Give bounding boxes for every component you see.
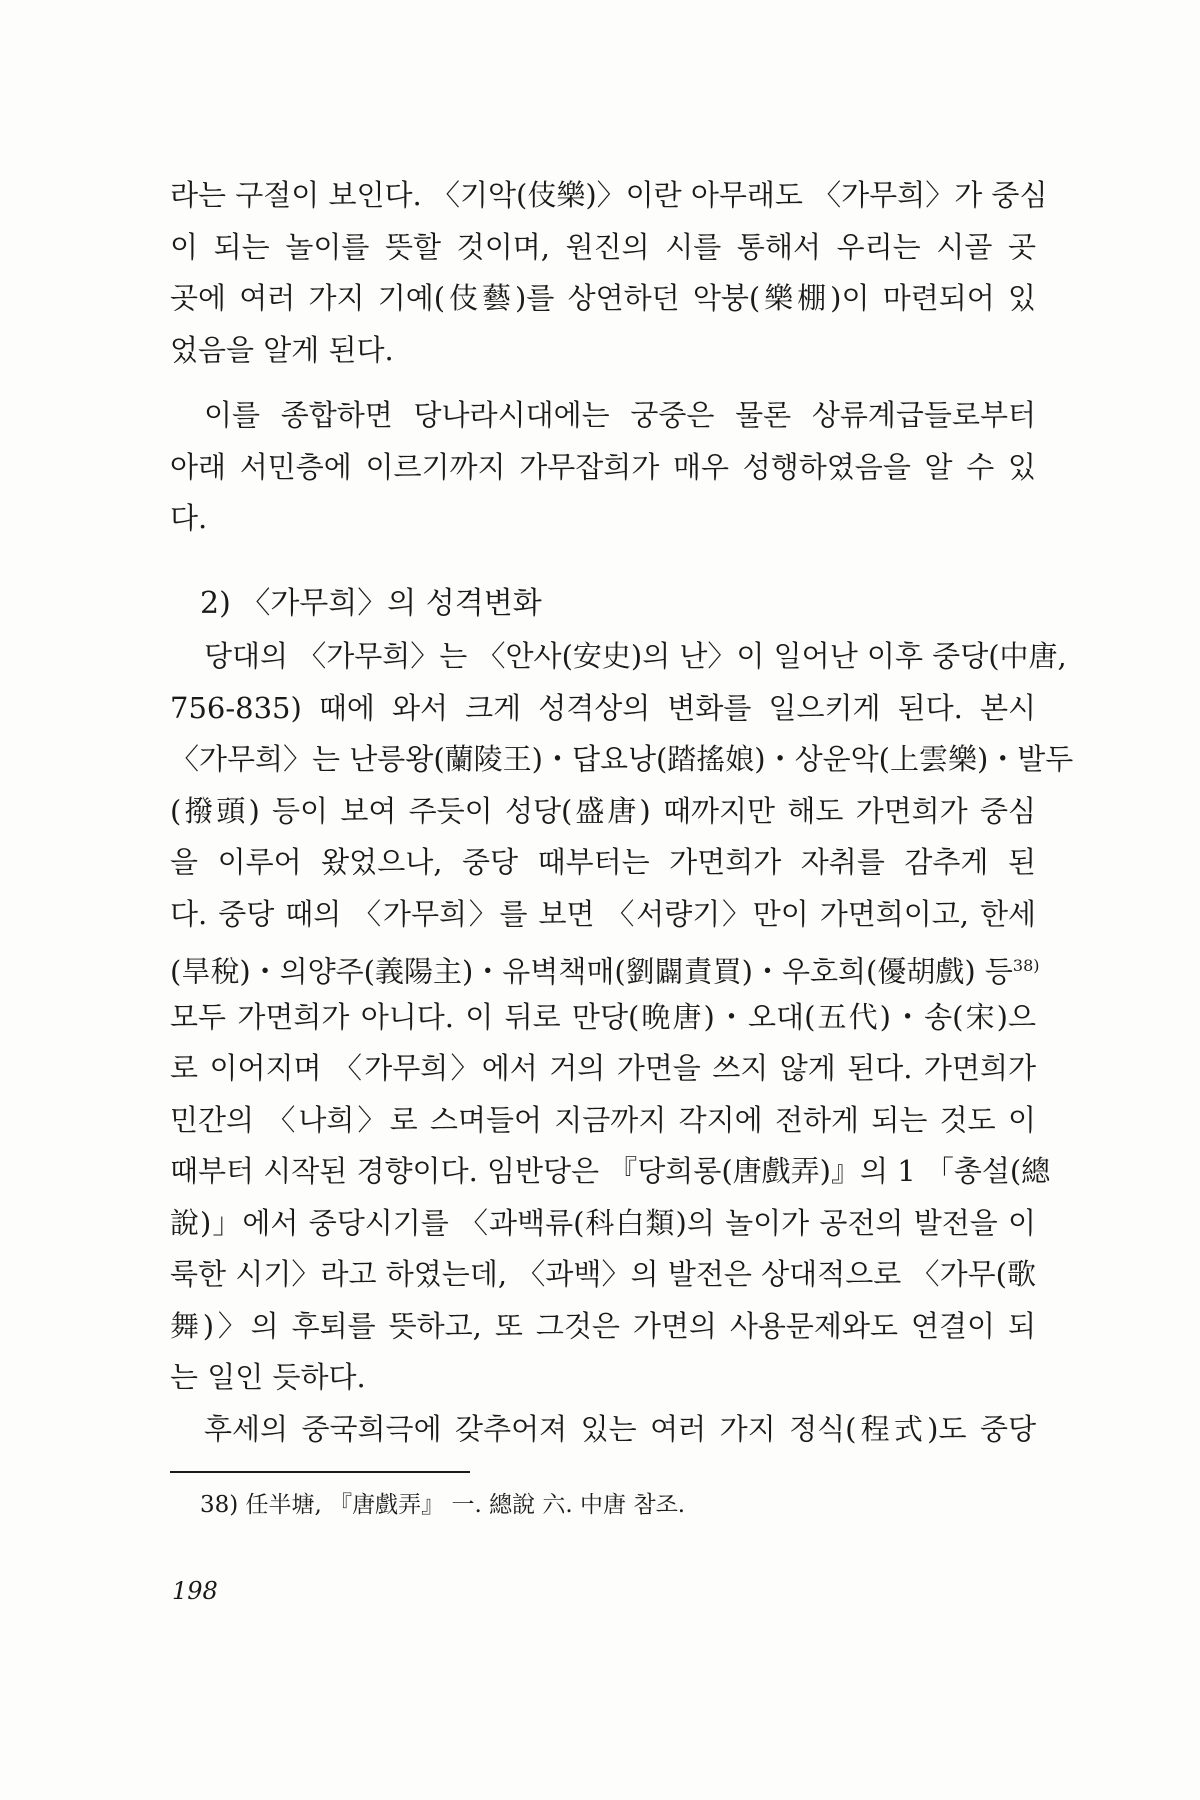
text-line: 이를 종합하면 당나라시대에는 궁중은 물론 상류계급들로부터: [204, 398, 1036, 432]
text-line: 라는 구절이 보인다. 〈기악(伎樂)〉이란 아무래도 〈가무희〉가 중심: [170, 178, 1048, 212]
section-heading: 2) 〈가무희〉의 성격변화: [200, 586, 542, 621]
text-line: 說)」에서 중당시기를 〈과백류(科白類)의 놀이가 공전의 발전을 이: [170, 1205, 1036, 1240]
text-line: 모두 가면희가 아니다. 이 뒤로 만당(晩唐)・오대(五代)・송(宋)으: [170, 999, 1036, 1034]
text-line: 로 이어지며 〈가무희〉에서 거의 가면을 쓰지 않게 된다. 가면희가: [170, 1051, 1036, 1085]
paragraph-2: [170, 390, 1036, 545]
text-line: 곳에 여러 가지 기예(伎藝)를 상연하던 악붕(樂棚)이 마련되어 있: [170, 281, 1036, 315]
page-number: 198: [172, 1577, 218, 1605]
text-line: 후세의 중국희극에 갖추어져 있는 여러 가지 정식(程式)도 중당: [204, 1411, 1036, 1446]
text-line: 었음을 알게 된다.: [170, 332, 394, 367]
section-body: [170, 631, 1074, 1455]
text-line: 민간의 〈나희〉로 스며들어 지금까지 각지에 전하게 되는 것도 이: [170, 1102, 1036, 1137]
footnote-divider: [170, 1471, 470, 1473]
text-line: 756-835) 때에 와서 크게 성격상의 변화를 일으키게 된다. 본시: [170, 690, 1036, 725]
text-line: 당대의 〈가무희〉는 〈안사(安史)의 난〉이 일어난 이후 중당(中唐,: [204, 639, 1067, 673]
text-line: 는 일인 듯하다.: [170, 1360, 366, 1394]
text-line: 을 이루어 왔었으나, 중당 때부터는 가면희가 자취를 감추게 된: [170, 845, 1036, 879]
paragraph-1: [170, 170, 1048, 376]
text-line: 룩한 시기〉라고 하였는데, 〈과백〉의 발전은 상대적으로 〈가무(歌: [170, 1257, 1036, 1291]
text-line: 아래 서민층에 이르기까지 가무잡희가 매우 성행하였음을 알 수 있: [170, 449, 1036, 484]
footnote-reference[interactable]: 38): [1012, 956, 1040, 975]
text-line: 이 되는 놀이를 뜻할 것이며, 원진의 시를 통해서 우리는 시골 곳: [170, 229, 1036, 264]
text-line: 때부터 시작된 경향이다. 임반당은 『당희롱(唐戲弄)』의 1 「총설(總: [170, 1154, 1051, 1188]
text-line: 舞)〉의 후퇴를 뜻하고, 또 그것은 가면의 사용문제와도 연결이 되: [170, 1308, 1036, 1343]
footnote: 38) 任半塘, 『唐戲弄』 一. 總說 六. 中唐 참조.: [200, 1492, 686, 1518]
text-line: 다.: [170, 501, 208, 535]
text-line-with-footnote: [170, 940, 1040, 992]
text-line-body: (旱稅)・의양주(義陽主)・유벽책매(劉闢責買)・우호희(優胡戲) 등: [170, 954, 1013, 989]
text-line: (撥頭) 등이 보여 주듯이 성당(盛唐) 때까지만 해도 가면희가 중심: [170, 793, 1036, 828]
text-line: 다. 중당 때의 〈가무희〉를 보면 〈서량기〉만이 가면희이고, 한세: [170, 896, 1036, 931]
text-line: 〈가무희〉는 난릉왕(蘭陵王)・답요낭(踏搖娘)・상운악(上雲樂)・발두: [170, 742, 1074, 776]
